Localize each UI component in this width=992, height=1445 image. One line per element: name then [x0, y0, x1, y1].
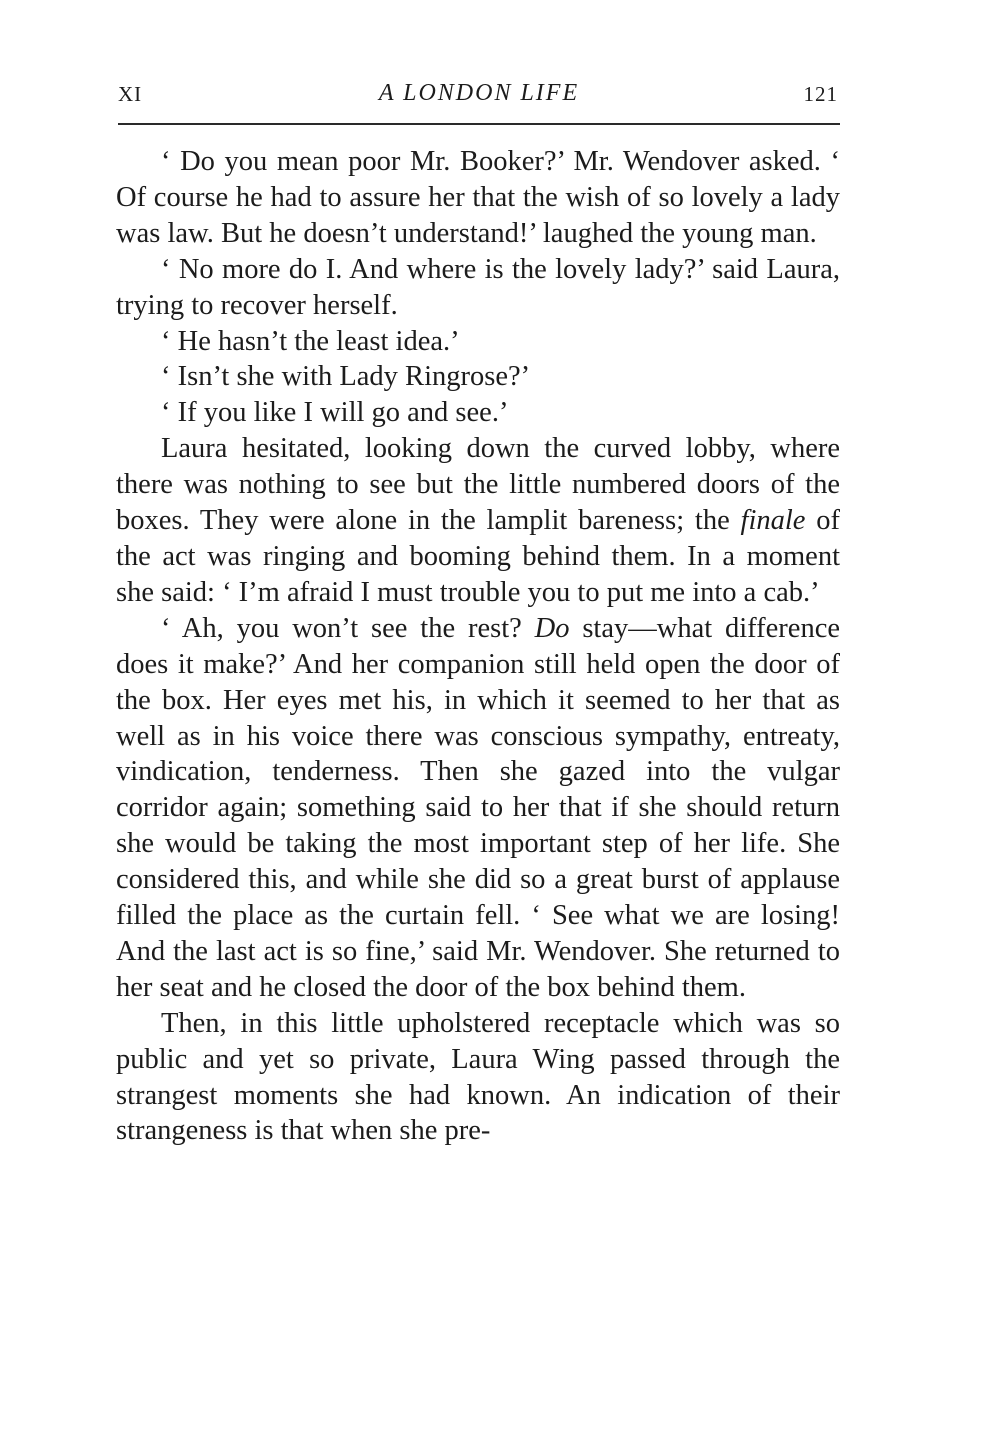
paragraph-6-part-1: Laura hesitated, looking down the curved lobby, where there was nothing to see but the little numbered doors of the boxes. They were alone in the lamplit bareness; the	[116, 433, 840, 537]
book-title: A LONDON LIFE	[378, 80, 580, 106]
paragraph-7-part-2: stay—what difference does it make?’ And her companion still held open the door of the box. Her eyes met his, in which it seemed to her that as well as in his voice there was conscious sympathy, entreaty, vindication, tenderness. Then she gazed into the vulgar corridor again; something said to her that if she should return she would be taking the most important step of her life. She considered this, and while she did so a great burst of applause filled the place as the curtain fell. ‘ See what we are losing! And the last act is so fine,’ said Mr. Wendover. She returned to her seat and he closed the door of the box behind them.	[116, 612, 840, 1003]
paragraph-6	[116, 431, 840, 611]
paragraph-4: ‘ Isn’t she with Lady Ringrose?’	[161, 361, 531, 393]
chapter-number: XI	[118, 82, 143, 106]
italic-finale: finale	[740, 505, 806, 537]
page-number: 121	[803, 82, 838, 106]
paragraph-7-part-1: ‘ Ah, you won’t see the rest?	[161, 612, 535, 644]
paragraph-6-part-2: of the act was ringing and booming behind them. In a moment she said: ‘ I’m afraid I must trouble you to put me into a cab.’	[116, 505, 840, 608]
paragraph-3: ‘ He hasn’t the least idea.’	[161, 325, 460, 357]
running-head	[118, 78, 840, 114]
paragraph-1: ‘ Do you mean poor Mr. Booker?’ Mr. Wendover asked. ‘ Of course he had to assure her that the wish of so lovely a lady was law. But he doesn’t understand!’ laughed the young man.	[116, 146, 840, 249]
paragraph-7	[116, 611, 840, 1006]
body-text	[116, 144, 840, 1149]
paragraph-2: ‘ No more do I. And where is the lovely lady?’ said Laura, trying to recover herself.	[116, 253, 840, 321]
paragraph-8: Then, in this little upholstered receptacle which was so public and yet so private, Laura Wing passed through the strangest moments she had known. An indication of their strangeness is that when she pre-	[116, 1007, 840, 1147]
header-rule	[118, 123, 840, 125]
italic-do: Do	[534, 612, 570, 644]
paragraph-5: ‘ If you like I will go and see.’	[161, 397, 509, 429]
